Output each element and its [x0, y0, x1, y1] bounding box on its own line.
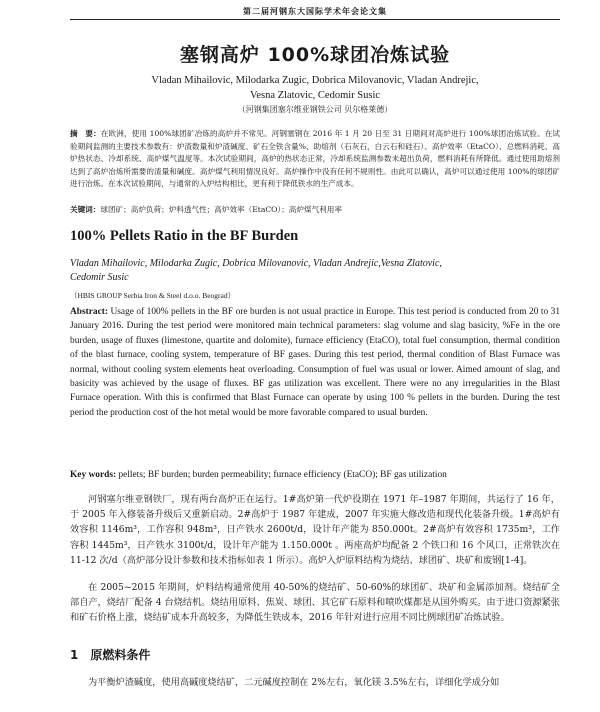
author-list — [70, 73, 560, 103]
author-line-2: Vesna Zlatovic, Cedomir Susic — [249, 90, 381, 101]
section-title: 原燃料条件 — [90, 648, 151, 662]
abstract-en — [70, 305, 560, 420]
affiliation-en: （HBIS GROUP Serbia Iron & Steel d.o.o. Beograd） — [70, 291, 236, 300]
section-number: 1 — [70, 648, 79, 662]
author-line-1: Vladan Mihailovic, Milodarka Zugic, Dobrica Milovanovic, Vladan Andrejic, — [151, 75, 479, 86]
abstract-en-text: Usage of 100% pellets in the BF ore burden is not usual practice in Europe. This test period is conducted from 20 to 31 January 2016. During the test period were monitored main technical parameters: slag volume and slag basicity, %Fe in the ore burden, usage of fluxes (limestone, quartite and dolomite), furnace efficiency (EtaCO), total fuel consumption, thermal condition of the blast furnace, cooling system, temperature of BF gases. During this test period, thermal condition of Blast Furnace was normal, without cooling system elements heat overloading. Consumption of fuel was usual or lower. Aimed amount of slag, and basicity was achieved by the usage of fluxes. BF gas utilization was excellent. There were no any irregularities in the Blast Furnace operation. With this is confirmed that Blast Furnace can operate by using 100 % pellets in the burden. During the test period the production cost of the hot metal would be more favorable compared to usual burden. — [70, 307, 561, 418]
keywords-cn-text: 球团矿；高炉负荷；炉料透气性；高炉效率（EtaCO）；高炉煤气利用率 — [100, 205, 342, 214]
abstract-cn — [70, 128, 560, 191]
author-en-line-1: Vladan Mihailovic, Milodarka Zugic, Dobrica Milovanovic, Vladan Andrejic,Vesna Zlatovic, — [70, 258, 442, 269]
abstract-cn-label: 摘 要： — [70, 129, 101, 138]
body-paragraph-3: 为平衡炉渣碱度，使用高碱度烧结矿，二元碱度控制在 2%左右，氧化镁 3.5%左右，详细化学成分如 — [88, 677, 500, 688]
keywords-cn-label: 关键词： — [70, 205, 101, 214]
header-rule — [70, 19, 560, 20]
running-head: 第二届河钢东大国际学术年会论文集 — [243, 6, 387, 16]
author-en-line-2: Cedomir Susic — [70, 272, 129, 283]
keywords-en — [70, 470, 560, 480]
paper-title-cn: 塞钢高炉 100%球团冶炼试验 — [179, 44, 451, 66]
abstract-en-label: Abstract: — [70, 307, 109, 317]
keywords-en-text: pellets; BF burden; burden permeability; furnace efficiency (EtaCO); BF gas utilization — [118, 470, 447, 480]
body-paragraph-1: 河钢塞尔维亚钢铁厂，现有两台高炉正在运行。1#高炉第一代炉役期在 1971 年–1987 年期间，共运行了 16 年，于 2005 年入修装备升级后又重新启动。2#高炉于 1987 年建成，2007 年实施大修改造和现代化装备升级。1#高炉有效容积 1146m³，工作容积 948m³，日产铁水 2600t/d，设计年产能为 850.000t。2#高炉有效容积 1735m³，工作容积 1445m³，日产铁水 3100t/d，设计年产能为 1.150.000t 。两座高炉均配备 2 个铁口和 16 个风口，正常铁次在 11-12 次/d（高炉部分设计参数和技术指标如表 1 所示）。高炉入炉原料结构为烧结、球团矿、块矿和废钢[1-4]。 — [70, 494, 560, 566]
author-list-en — [70, 257, 560, 285]
keywords-cn — [70, 204, 560, 215]
abstract-cn-text: 在欧洲，使用 100%球团矿冶炼的高炉并不常见。河钢塞钢在 2016 年 1 月 20 日至 31 日期间对高炉进行 100%球团冶炼试验。在试验期间监测的主要技术参数有：炉渣数量和炉渣碱度、矿石全铁含量%、助熔剂（石灰石，白云石和硅石）、高炉效率（EtaCO）、总燃料消耗、高炉热状态、冷却系统、高炉煤气温度等。本次试验期间，高炉的热状态正常，冷却系统监测参数未超出负荷，燃料消耗有所降低。通过使用助熔剂达到了高炉冶炼所需要的渣量和碱度。高炉煤气利用情况良好。高炉操作中没有任何不规则性。由此可以确认，高炉可以通过使用 100%的球团矿进行冶炼。在本次试验期间，与通常的入炉结构相比，更有利于降低铁水的生产成本。 — [70, 129, 560, 189]
paper-title-en: 100% Pellets Ratio in the BF Burden — [70, 228, 299, 244]
section-heading — [70, 646, 560, 663]
keywords-en-label: Key words: — [70, 470, 117, 480]
body-paragraph-2: 在 2005~2015 年期间，炉料结构通常使用 40-50%的烧结矿、50-60%的球团矿、块矿和金属添加剂。烧结矿全部自产，烧结厂配备 4 台烧结机。烧结用原料、焦炭、球团、其它矿石原料和喷吹煤都是从国外购买。由于进口资源紧张和矿石价格上涨，烧结矿成本升高较多，为降低生铁成本，2016 年针对进行应用不同比例球团矿冶炼试验。 — [70, 582, 560, 624]
affiliation-cn: （河钢集团塞尔维亚钢铁公司 贝尔格莱德） — [237, 105, 393, 114]
